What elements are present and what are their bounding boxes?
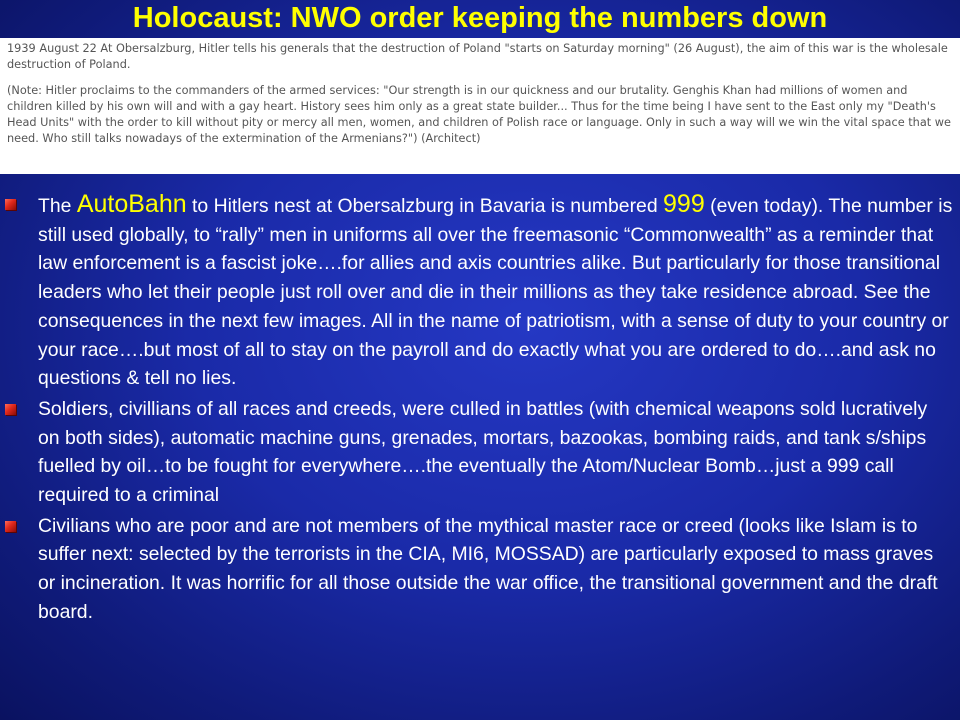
bullet-text: Civilians who are poor and are not members of the mythical master race or creed (looks like Islam is to suffer next: selected by the terrorists in the CIA, MI6, MOSSAD) are particularly exposed to mass graves or incineration. It was horrific for all those outside the war office, the transitional government and the draft board. (38, 514, 938, 623)
highlight-autobahn: AutoBahn (76, 190, 187, 218)
quote-paragraph-date: 1939 August 22 At Obersalzburg, Hitler tells his generals that the destruction of Poland "starts on Saturday morning" (26 August), the aim of this war is the wholesale destruction of Poland. (7, 42, 948, 71)
quote-paragraph-note: (Note: Hitler proclaims to the commanders of the armed services: "Our strength is in our quickness and our brutality. Genghis Khan had millions of women and children killed by his own will and with a gay heart. History sees him only as a great state builder... Thus for the time being I have sent to the East only my "Death's Head Units" with the order to kill without pity or mercy all men, women, and children of Polish race or language. Only in such a way will we win the vital space that we need. Who still talks nowadays of the extermination of the Armenians?") (Architect) (7, 84, 951, 145)
highlight-999: 999 (663, 190, 705, 218)
bullet-text-middle: to Hitlers nest at Obersalzburg in Bavaria is numbered (186, 195, 664, 217)
bullet-item-autobahn (0, 190, 960, 393)
bullet-item-civilians (0, 512, 960, 627)
quote-excerpt-box (0, 38, 960, 174)
bullet-list (0, 190, 960, 627)
square-bullet-icon (5, 404, 16, 415)
bullet-item-soldiers (0, 395, 960, 510)
bullet-text: Soldiers, civillians of all races and creeds, were culled in battles (with chemical weapons sold lucratively on both sides), automatic machine guns, grenades, mortars, bazookas, bombing raids, and tank s/ships fuelled by oil…to be fought for everywhere….the eventually the Atom/Nuclear Bomb…just a 999 call required to a criminal (38, 397, 928, 507)
square-bullet-icon (5, 199, 16, 210)
bullet-text-prefix: The (38, 195, 77, 217)
square-bullet-icon (5, 521, 16, 532)
bullet-text-suffix: (even today). The number is still used globally, to “rally” men in uniforms all over the freemasonic “Commonwealth” as a reminder that law enforcement is a fascist joke….for allies and axis countries alike. But particularly for those transitional leaders who let their people just roll over and die in their millions as they take residence abroad. See the consequences in the next few images. All in the name of patriotism, with a sense of duty to your country or your race….but most of all to stay on the payroll and do exactly what you are ordered to do….and ask no questions & tell no lies. (38, 195, 953, 390)
slide-title: Holocaust: NWO order keeping the numbers down (132, 2, 828, 34)
